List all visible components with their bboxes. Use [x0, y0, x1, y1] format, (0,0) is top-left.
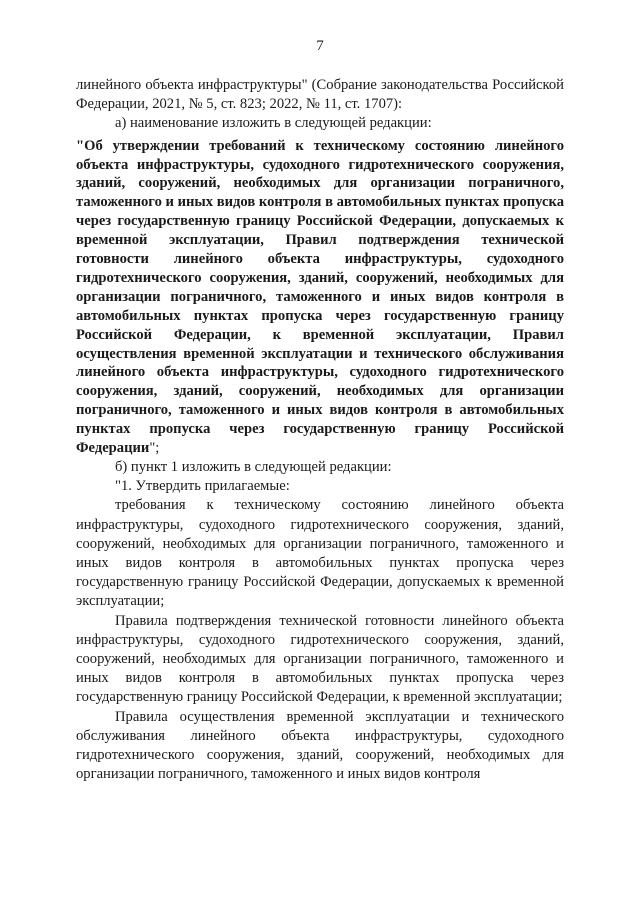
intro-paragraph: линейного объекта инфраструктуры" (Собрание законодательства Российской Федерации, 2021, № 5, ст. 823; 2022, № 11, ст. 1707):: [76, 77, 564, 113]
close-quote: ";: [149, 440, 160, 457]
paragraph-readiness-rules: Правила подтверждения технической готовности линейного объекта инфраструктуры, судоходного гидротехнического сооружения, зданий, сооружений, необходимых для организации пограничного, таможенного и иных видов контроля в автомобильных пунктах пропуска через государственную границу Российской Федерации, к временной эксплуатации;: [76, 612, 564, 706]
item-b: б) пункт 1 изложить в следующей редакции:: [115, 459, 392, 476]
new-title-block: [76, 137, 564, 458]
page-number: 7: [316, 38, 324, 54]
item-a: а) наименование изложить в следующей редакции:: [115, 115, 432, 132]
document-body: [76, 76, 564, 784]
open-quote: ": [76, 137, 85, 154]
paragraph-operation-rules: Правила осуществления временной эксплуатации и технического обслуживания линейного объекта инфраструктуры, судоходного гидротехнического сооружения, зданий, сооружений, необходимых для организации пограничного, таможенного и иных видов контроля: [76, 708, 564, 783]
paragraph-requirements: требования к техническому состоянию линейного объекта инфраструктуры, судоходного гидротехнического сооружения, зданий, сооружений, необходимых для организации пограничного, таможенного и иных видов контроля в автомобильных пунктах пропуска через государственную границу Российской Федерации, допускаемых к временной эксплуатации;: [76, 497, 564, 610]
clause-1: "1. Утвердить прилагаемые:: [115, 478, 290, 495]
new-title-text: Об утверждении требований к техническому состоянию линейного объекта инфраструктуры, судоходного гидротехнического сооружения, зданий, сооружений, необходимых для организации пограничного, таможенного и иных видов контроля в автомобильных пунктах пропуска через государственную границу Российской Федерации, допускаемых к временной эксплуатации, Правил подтверждения технической готовности линейного объекта инфраструктуры, судоходного гидротехнического сооружения, зданий, сооружений, необходимых для организации пограничного, таможенного и иных видов контроля в автомобильных пунктах пропуска через государственную границу Российской Федерации, к временной эксплуатации, Правил осуществления временной эксплуатации и технического обслуживания линейного объекта инфраструктуры, судоходного гидротехнического сооружения, зданий, сооружений, необходимых для организации пограничного, таможенного и иных видов контроля в автомобильных пунктах пропуска через государственную границу Российской Федерации: [76, 137, 564, 457]
